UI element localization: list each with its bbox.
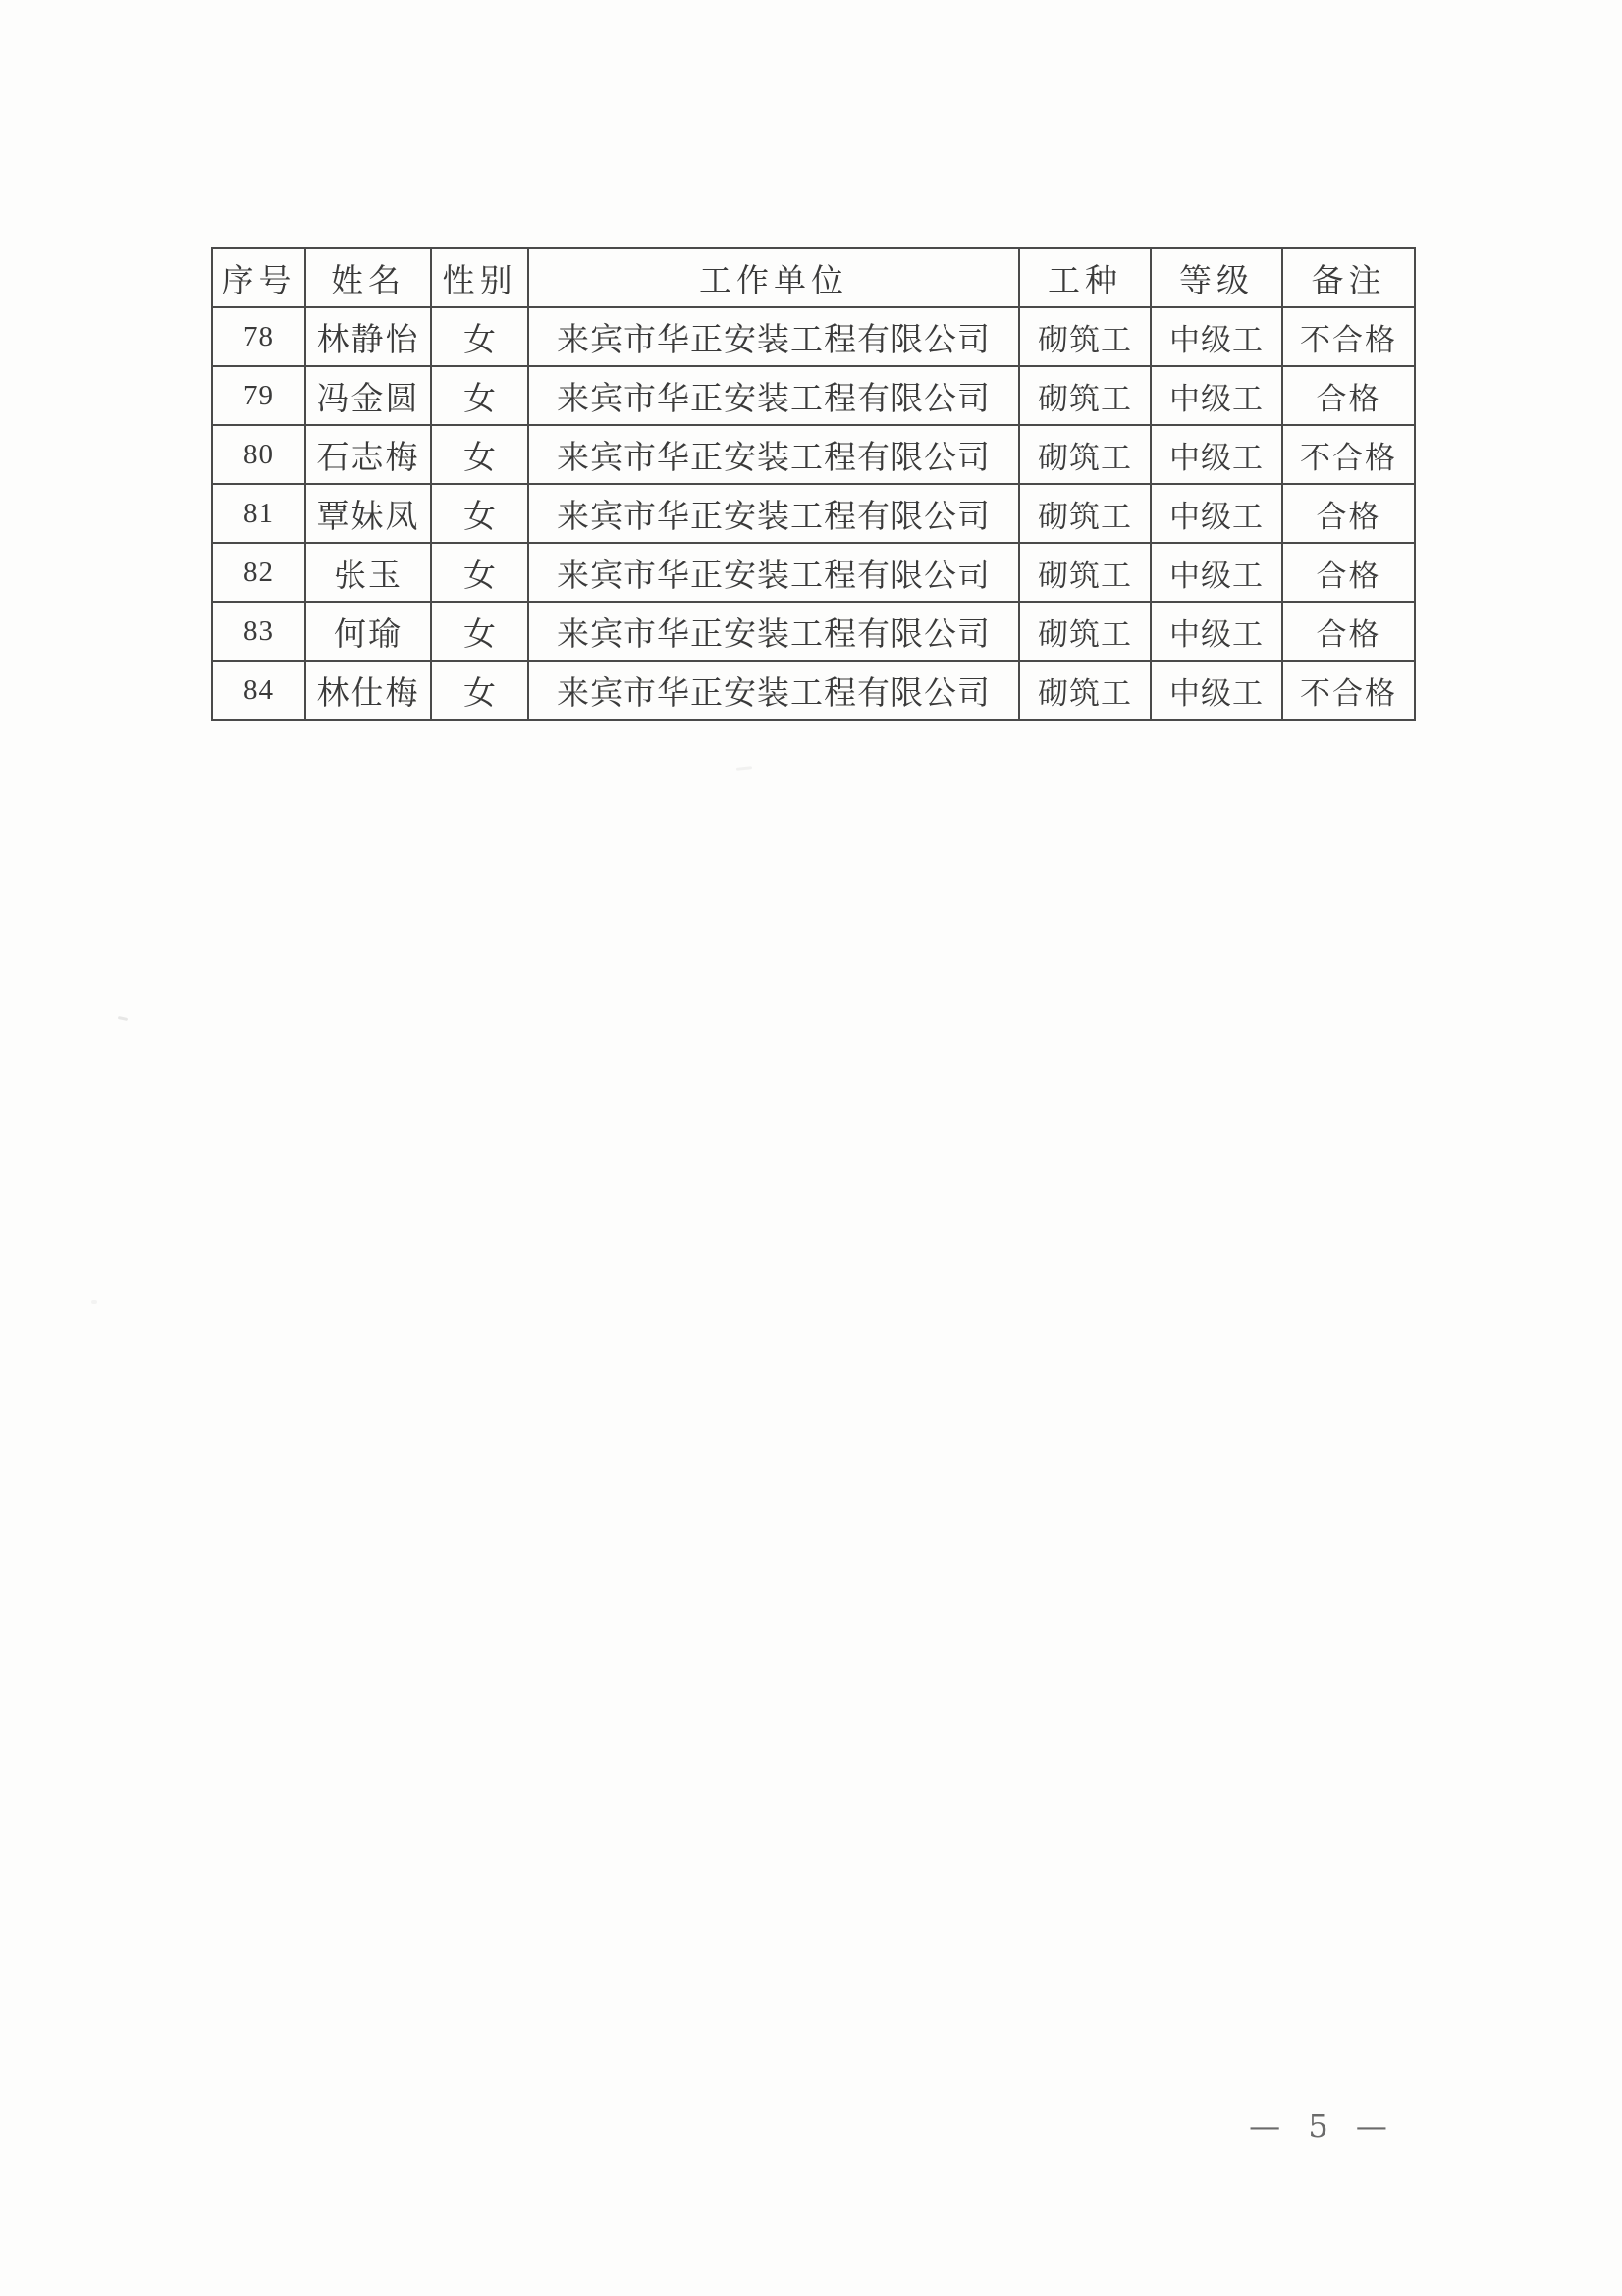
cell-trade: 砌筑工 [1019, 484, 1151, 543]
header-remark: 备注 [1282, 248, 1415, 307]
cell-remark: 合格 [1282, 366, 1415, 425]
cell-gender: 女 [431, 661, 528, 720]
cell-remark: 不合格 [1282, 425, 1415, 484]
cell-name: 张玉 [305, 543, 431, 602]
cell-unit: 来宾市华正安装工程有限公司 [528, 543, 1019, 602]
scan-artifact [91, 1300, 97, 1304]
header-gender: 性别 [431, 248, 528, 307]
table-row [212, 661, 1415, 720]
cell-trade: 砌筑工 [1019, 307, 1151, 366]
cell-no: 80 [212, 425, 305, 484]
cell-trade: 砌筑工 [1019, 602, 1151, 661]
cell-no: 81 [212, 484, 305, 543]
cell-remark: 不合格 [1282, 661, 1415, 720]
table-body [212, 307, 1415, 720]
table-header [212, 248, 1415, 307]
table-row [212, 307, 1415, 366]
cell-gender: 女 [431, 484, 528, 543]
cell-no: 82 [212, 543, 305, 602]
cell-gender: 女 [431, 602, 528, 661]
cell-unit: 来宾市华正安装工程有限公司 [528, 484, 1019, 543]
header-row [212, 248, 1415, 307]
cell-name: 何瑜 [305, 602, 431, 661]
cell-no: 79 [212, 366, 305, 425]
cell-name: 石志梅 [305, 425, 431, 484]
table-row [212, 366, 1415, 425]
cell-remark: 合格 [1282, 602, 1415, 661]
header-unit: 工作单位 [528, 248, 1019, 307]
table-row [212, 425, 1415, 484]
cell-name: 林静怡 [305, 307, 431, 366]
cell-gender: 女 [431, 543, 528, 602]
cell-grade: 中级工 [1151, 425, 1282, 484]
cell-unit: 来宾市华正安装工程有限公司 [528, 425, 1019, 484]
cell-unit: 来宾市华正安装工程有限公司 [528, 307, 1019, 366]
cell-unit: 来宾市华正安装工程有限公司 [528, 661, 1019, 720]
cell-gender: 女 [431, 425, 528, 484]
cell-remark: 不合格 [1282, 307, 1415, 366]
cell-trade: 砌筑工 [1019, 425, 1151, 484]
cell-name: 林仕梅 [305, 661, 431, 720]
results-table [211, 247, 1416, 721]
cell-unit: 来宾市华正安装工程有限公司 [528, 602, 1019, 661]
cell-trade: 砌筑工 [1019, 366, 1151, 425]
cell-name: 冯金圆 [305, 366, 431, 425]
cell-no: 84 [212, 661, 305, 720]
cell-trade: 砌筑工 [1019, 543, 1151, 602]
cell-grade: 中级工 [1151, 366, 1282, 425]
header-grade: 等级 [1151, 248, 1282, 307]
cell-gender: 女 [431, 366, 528, 425]
cell-grade: 中级工 [1151, 307, 1282, 366]
table-row [212, 543, 1415, 602]
scan-artifact [736, 766, 752, 771]
table-row [212, 484, 1415, 543]
cell-remark: 合格 [1282, 543, 1415, 602]
scan-artifact [118, 1016, 128, 1021]
page-number: — 5 — [1249, 2108, 1388, 2145]
header-trade: 工种 [1019, 248, 1151, 307]
cell-no: 78 [212, 307, 305, 366]
table-row [212, 602, 1415, 661]
cell-name: 覃妹凤 [305, 484, 431, 543]
cell-no: 83 [212, 602, 305, 661]
cell-grade: 中级工 [1151, 543, 1282, 602]
cell-gender: 女 [431, 307, 528, 366]
header-name: 姓名 [305, 248, 431, 307]
cell-grade: 中级工 [1151, 602, 1282, 661]
header-no: 序号 [212, 248, 305, 307]
cell-trade: 砌筑工 [1019, 661, 1151, 720]
cell-grade: 中级工 [1151, 661, 1282, 720]
cell-remark: 合格 [1282, 484, 1415, 543]
cell-grade: 中级工 [1151, 484, 1282, 543]
cell-unit: 来宾市华正安装工程有限公司 [528, 366, 1019, 425]
